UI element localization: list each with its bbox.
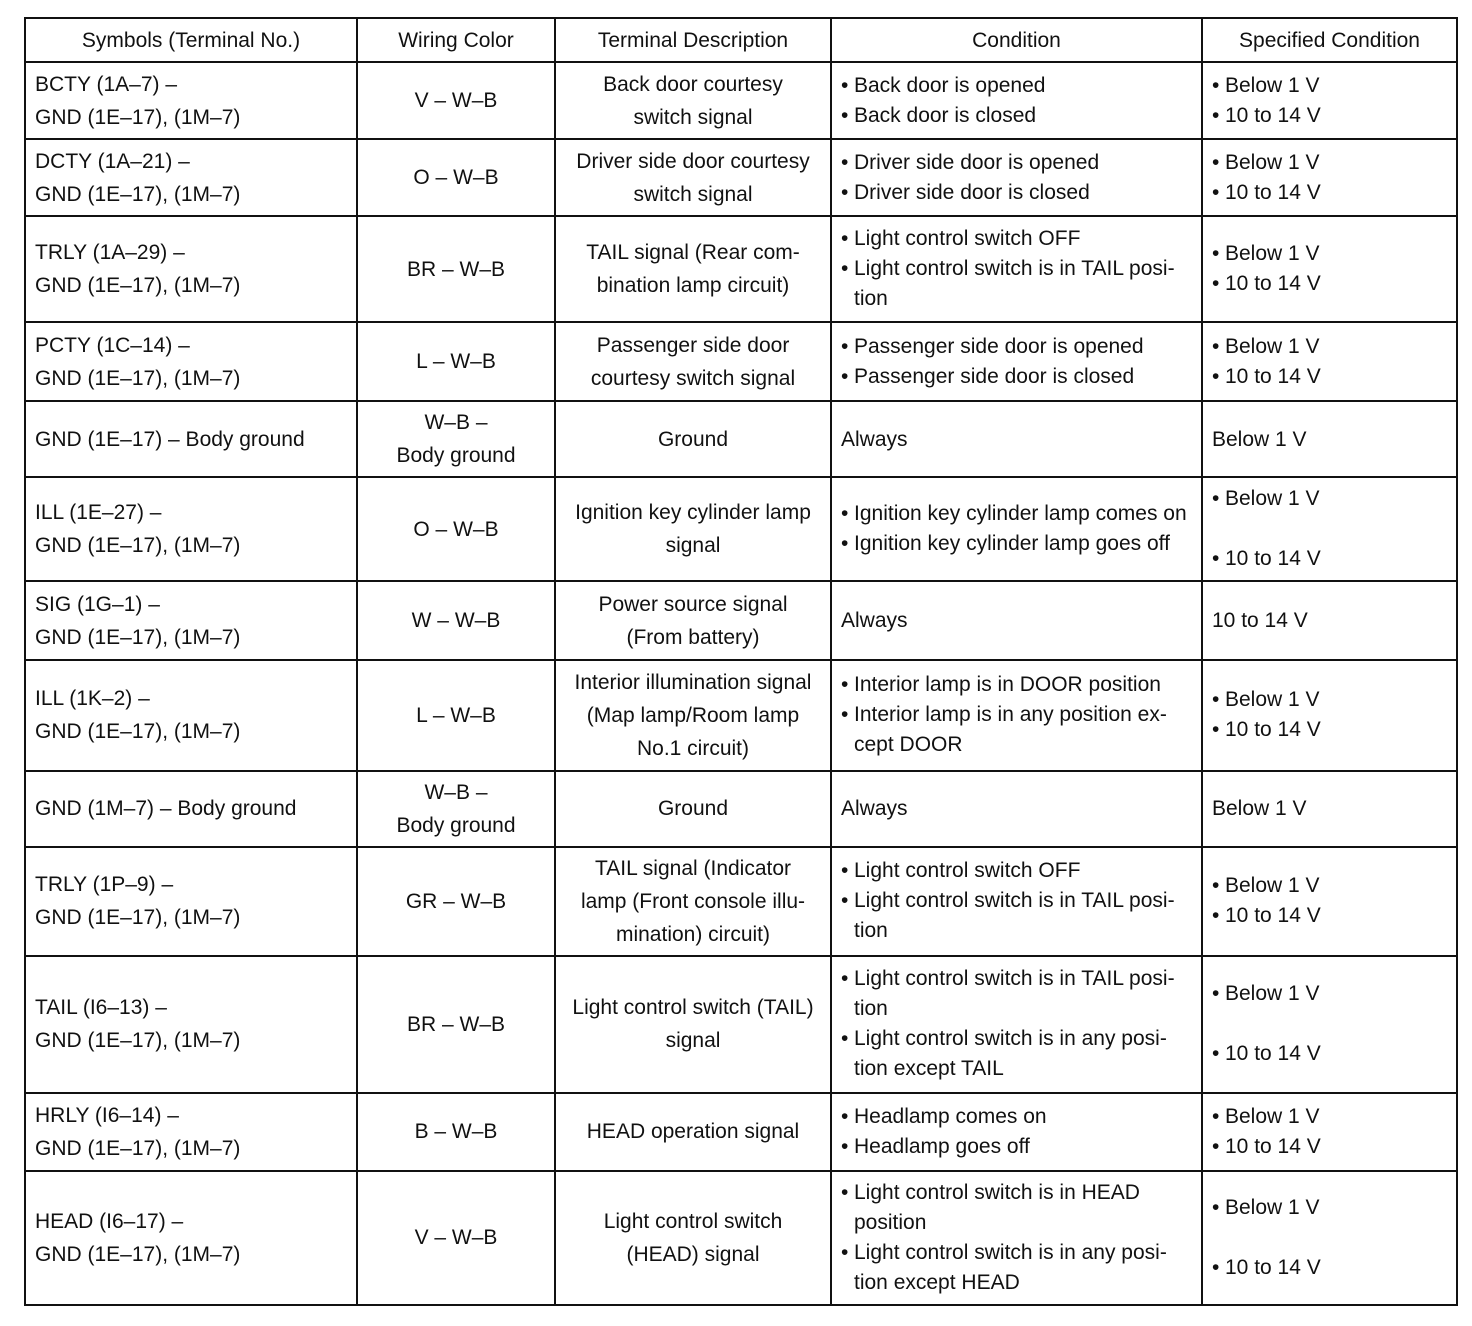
symbol-line-1: HRLY (I6–14) – [35, 1103, 179, 1127]
condition-cell [831, 139, 1202, 216]
condition-item-2: • Interior lamp is in any position ex- cept DOOR [841, 700, 1192, 760]
condition-cell [831, 956, 1202, 1093]
condition-item-2: • Driver side door is closed [841, 178, 1192, 208]
wiring-line-2: Body ground [396, 444, 516, 468]
specified-item-2: • 10 to 14 V [1212, 101, 1447, 131]
description-line-2: (HEAD) signal [626, 1242, 760, 1266]
description-line-2: signal [665, 1029, 721, 1053]
description-cell [555, 1171, 831, 1305]
wiring-color-cell [357, 581, 555, 660]
condition-list [841, 1102, 1192, 1162]
condition-list [841, 148, 1192, 208]
header-specified-condition: Specified Condition [1202, 18, 1457, 62]
table-row [25, 322, 1457, 401]
table-body [25, 62, 1457, 1305]
wiring-color-cell [357, 62, 555, 139]
condition-list [841, 224, 1192, 314]
symbol-line-1: GND (1M–7) – Body ground [35, 797, 297, 821]
condition-list [841, 332, 1192, 392]
condition-cell [831, 847, 1202, 956]
specified-list [1212, 332, 1447, 392]
condition-cell: Always [831, 581, 1202, 660]
wiring-color-cell [357, 139, 555, 216]
wiring-line-1: L – W–B [416, 350, 496, 374]
description-cell [555, 771, 831, 847]
description-line-1: Back door courtesy [603, 72, 783, 96]
specified-list [1212, 871, 1447, 931]
table-row [25, 771, 1457, 847]
wiring-color-cell [357, 660, 555, 770]
symbol-line-2: GND (1E–17), (1M–7) [35, 366, 241, 390]
symbol-cell [25, 477, 357, 581]
condition-cell [831, 1171, 1202, 1305]
specified-item-1: • Below 1 V [1212, 979, 1447, 1039]
symbol-cell [25, 322, 357, 401]
specified-list [1212, 685, 1447, 745]
terminal-spec-table [24, 17, 1458, 1306]
specified-condition-cell: Below 1 V [1202, 771, 1457, 847]
wiring-color-cell [357, 322, 555, 401]
description-line-1: Ignition key cylinder lamp [575, 501, 811, 525]
description-line-1: Ground [657, 427, 729, 451]
table-row [25, 1093, 1457, 1171]
specified-condition-cell [1202, 216, 1457, 322]
specified-item-2: • 10 to 14 V [1212, 1253, 1447, 1283]
specified-item-2: • 10 to 14 V [1212, 901, 1447, 931]
specified-condition-cell [1202, 477, 1457, 581]
specified-condition-cell [1202, 956, 1457, 1093]
description-line-1: Interior illumination signal [574, 670, 812, 694]
table-row [25, 216, 1457, 322]
table-row [25, 62, 1457, 139]
specified-item-2: • 10 to 14 V [1212, 362, 1447, 392]
condition-item-1: • Back door is opened [841, 71, 1192, 101]
header-row [25, 18, 1457, 62]
header-condition: Condition [831, 18, 1202, 62]
description-line-1: Driver side door courtesy [576, 149, 810, 173]
wiring-line-1: GR – W–B [405, 889, 507, 913]
wiring-color-cell [357, 216, 555, 322]
symbol-cell [25, 660, 357, 770]
table-row [25, 139, 1457, 216]
description-line-3: No.1 circuit) [636, 736, 750, 760]
specified-item-2: • 10 to 14 V [1212, 1132, 1447, 1162]
specified-condition-cell: 10 to 14 V [1202, 581, 1457, 660]
condition-list [841, 670, 1192, 760]
wiring-line-1: L – W–B [416, 703, 496, 727]
specified-list [1212, 484, 1447, 574]
symbol-line-2: GND (1E–17), (1M–7) [35, 534, 241, 558]
symbol-line-2: GND (1E–17), (1M–7) [35, 720, 241, 744]
description-line-2: signal [665, 534, 721, 558]
description-line-2: (Map lamp/Room lamp [586, 703, 800, 727]
symbol-line-2: GND (1E–17), (1M–7) [35, 1029, 241, 1053]
wiring-color-cell [357, 847, 555, 956]
specified-list [1212, 71, 1447, 131]
specified-item-1: • Below 1 V [1212, 871, 1447, 901]
specified-condition-cell: Below 1 V [1202, 401, 1457, 477]
specified-condition-cell [1202, 1171, 1457, 1305]
description-cell [555, 477, 831, 581]
description-line-1: Light control switch (TAIL) [572, 996, 814, 1020]
wiring-color-cell [357, 956, 555, 1093]
description-line-2: (From battery) [626, 625, 760, 649]
specified-item-2: • 10 to 14 V [1212, 1039, 1447, 1069]
wiring-line-1: W–B – [424, 411, 488, 435]
specified-list [1212, 1193, 1447, 1283]
description-line-2: bination lamp circuit) [596, 274, 790, 298]
symbol-line-1: TRLY (1A–29) – [35, 241, 185, 265]
symbol-line-1: HEAD (I6–17) – [35, 1209, 184, 1233]
specified-item-2: • 10 to 14 V [1212, 269, 1447, 299]
condition-cell [831, 477, 1202, 581]
description-line-2: courtesy switch signal [590, 366, 796, 390]
description-line-1: Light control switch [603, 1209, 783, 1233]
condition-cell: Always [831, 401, 1202, 477]
wiring-color-cell [357, 771, 555, 847]
condition-item-1: • Interior lamp is in DOOR position [841, 670, 1192, 700]
wiring-line-1: B – W–B [414, 1120, 498, 1144]
symbol-cell [25, 1171, 357, 1305]
symbol-cell [25, 401, 357, 477]
condition-cell [831, 660, 1202, 770]
specified-list [1212, 979, 1447, 1069]
symbol-cell [25, 581, 357, 660]
specified-list [1212, 239, 1447, 299]
table-row [25, 847, 1457, 956]
symbol-line-1: ILL (1E–27) – [35, 501, 162, 525]
symbol-cell [25, 139, 357, 216]
specified-item-2: • 10 to 14 V [1212, 544, 1447, 574]
table-row [25, 477, 1457, 581]
description-cell [555, 581, 831, 660]
specified-item-2: • 10 to 14 V [1212, 178, 1447, 208]
wiring-line-1: BR – W–B [406, 257, 506, 281]
specified-item-1: • Below 1 V [1212, 148, 1447, 178]
condition-list [841, 856, 1192, 946]
symbol-cell [25, 62, 357, 139]
symbol-line-2: GND (1E–17), (1M–7) [35, 274, 241, 298]
wiring-color-cell [357, 401, 555, 477]
description-line-1: Passenger side door [596, 333, 790, 357]
table-row [25, 581, 1457, 660]
description-cell [555, 139, 831, 216]
symbol-line-1: ILL (1K–2) – [35, 687, 150, 711]
symbol-line-2: GND (1E–17), (1M–7) [35, 625, 241, 649]
condition-item-2: • Light control switch is in TAIL posi- tion [841, 254, 1192, 314]
description-cell [555, 216, 831, 322]
description-line-2: switch signal [633, 182, 753, 206]
condition-item-2: • Light control switch is in TAIL posi- tion [841, 886, 1192, 946]
symbol-line-1: GND (1E–17) – Body ground [35, 427, 305, 451]
symbol-line-2: GND (1E–17), (1M–7) [35, 105, 241, 129]
specified-condition-cell [1202, 322, 1457, 401]
condition-cell: Always [831, 771, 1202, 847]
symbol-line-2: GND (1E–17), (1M–7) [35, 906, 241, 930]
header-terminal-description: Terminal Description [555, 18, 831, 62]
wiring-color-cell [357, 1093, 555, 1171]
description-line-3: mination) circuit) [615, 922, 771, 946]
description-cell [555, 956, 831, 1093]
specified-item-1: • Below 1 V [1212, 1193, 1447, 1253]
specified-condition-cell [1202, 1093, 1457, 1171]
wiring-line-1: W–B – [424, 780, 488, 804]
symbol-line-1: DCTY (1A–21) – [35, 149, 190, 173]
condition-item-1: • Light control switch is in TAIL posi- tion [841, 964, 1192, 1024]
specified-condition-cell [1202, 62, 1457, 139]
symbol-cell [25, 771, 357, 847]
wiring-line-2: Body ground [396, 813, 516, 837]
condition-item-1: • Headlamp comes on [841, 1102, 1192, 1132]
symbol-cell [25, 956, 357, 1093]
condition-list [841, 964, 1192, 1084]
condition-item-2: • Passenger side door is closed [841, 362, 1192, 392]
wiring-line-1: O – W–B [413, 517, 499, 541]
condition-item-2: • Ignition key cylinder lamp goes off [841, 529, 1192, 559]
condition-cell [831, 322, 1202, 401]
condition-cell [831, 216, 1202, 322]
specified-item-1: • Below 1 V [1212, 685, 1447, 715]
symbol-line-2: GND (1E–17), (1M–7) [35, 1242, 241, 1266]
condition-item-2: • Light control switch is in any posi- tion except HEAD [841, 1238, 1192, 1298]
specified-item-1: • Below 1 V [1212, 71, 1447, 101]
condition-item-1: • Passenger side door is opened [841, 332, 1192, 362]
description-line-2: switch signal [633, 105, 753, 129]
specified-condition-cell [1202, 847, 1457, 956]
description-line-1: Ground [657, 797, 729, 821]
wiring-line-1: O – W–B [413, 166, 499, 190]
wiring-line-1: V – W–B [414, 89, 498, 113]
specified-item-1: • Below 1 V [1212, 484, 1447, 544]
condition-cell [831, 62, 1202, 139]
symbol-cell [25, 216, 357, 322]
symbol-line-2: GND (1E–17), (1M–7) [35, 1136, 241, 1160]
description-line-2: lamp (Front console illu- [580, 889, 806, 913]
condition-item-1: • Light control switch is in HEAD position [841, 1178, 1192, 1238]
description-line-1: TAIL signal (Rear com- [586, 241, 800, 265]
wiring-line-1: BR – W–B [406, 1012, 506, 1036]
header-wiring-color: Wiring Color [357, 18, 555, 62]
description-cell [555, 847, 831, 956]
wiring-color-cell [357, 477, 555, 581]
table-row [25, 956, 1457, 1093]
specified-item-1: • Below 1 V [1212, 239, 1447, 269]
condition-list [841, 71, 1192, 131]
condition-cell [831, 1093, 1202, 1171]
table-row [25, 660, 1457, 770]
symbol-line-1: TAIL (I6–13) – [35, 996, 167, 1020]
description-cell [555, 322, 831, 401]
description-cell [555, 62, 831, 139]
wiring-color-cell [357, 1171, 555, 1305]
condition-item-1: • Light control switch OFF [841, 856, 1192, 886]
condition-item-2: • Headlamp goes off [841, 1132, 1192, 1162]
table-row [25, 401, 1457, 477]
symbol-line-1: BCTY (1A–7) – [35, 72, 178, 96]
wiring-line-1: W – W–B [411, 609, 501, 633]
condition-item-1: • Light control switch OFF [841, 224, 1192, 254]
symbol-line-1: TRLY (1P–9) – [35, 873, 174, 897]
description-line-1: TAIL signal (Indicator [594, 856, 792, 880]
specified-item-1: • Below 1 V [1212, 332, 1447, 362]
condition-list [841, 1178, 1192, 1298]
header-symbols: Symbols (Terminal No.) [25, 18, 357, 62]
condition-item-2: • Back door is closed [841, 101, 1192, 131]
specified-item-1: • Below 1 V [1212, 1102, 1447, 1132]
wiring-line-1: V – W–B [414, 1226, 498, 1250]
condition-item-1: • Ignition key cylinder lamp comes on [841, 499, 1192, 529]
description-cell [555, 401, 831, 477]
condition-item-2: • Light control switch is in any posi- tion except TAIL [841, 1024, 1192, 1084]
table-row [25, 1171, 1457, 1305]
specified-condition-cell [1202, 660, 1457, 770]
condition-list [841, 499, 1192, 559]
description-cell [555, 660, 831, 770]
symbol-cell [25, 1093, 357, 1171]
symbol-line-1: PCTY (1C–14) – [35, 333, 190, 357]
symbol-line-2: GND (1E–17), (1M–7) [35, 182, 241, 206]
condition-item-1: • Driver side door is opened [841, 148, 1192, 178]
description-cell [555, 1093, 831, 1171]
specified-item-2: • 10 to 14 V [1212, 715, 1447, 745]
symbol-line-1: SIG (1G–1) – [35, 592, 160, 616]
specified-list [1212, 1102, 1447, 1162]
description-line-1: HEAD operation signal [586, 1120, 800, 1144]
description-line-1: Power source signal [598, 592, 788, 616]
specified-condition-cell [1202, 139, 1457, 216]
symbol-cell [25, 847, 357, 956]
specified-list [1212, 148, 1447, 208]
